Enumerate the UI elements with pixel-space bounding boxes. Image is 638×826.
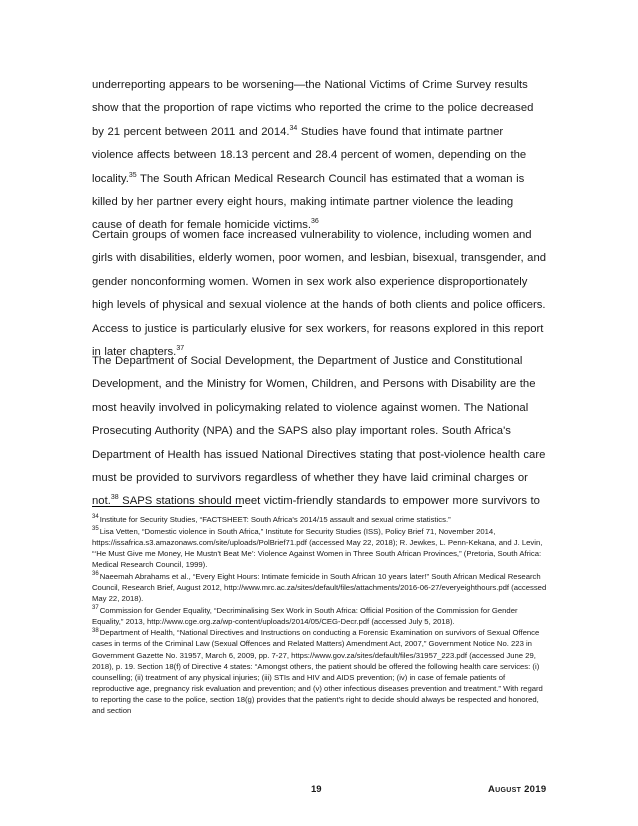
body-paragraph <box>92 74 546 238</box>
footnote-number: 37 <box>92 604 99 611</box>
footnote-text: Department of Health, “National Directives and Instructions on conducting a Forensic Examination on survivors of Sexual Offence cases in terms of the Criminal Law (Sexual Offences and Related Matters) Amendment Act, 2007,” Government Notice No. 223 in Government Gazette No. 31957, March 6, 2009, pp. 7-27, https://www.gov.za/sites/default/files/31957_223.pdf (accessed June 29, 2018), p. 19. Section 18(f) of Directive 4 states: “Amongst others, the patient should be offered the following health care services: (i) counselling; (ii) treatment of any physical injuries; (iii) STIs and HIV and AIDS prevention; (iv) in case of female patients of reproductive age, pregnancy risk evaluation and prevention; and (v) other infectious diseases prevention and treatment.” With regard to reporting the case to the police, section 18(g) provides that the patient's right to decide should always be respected and honored, and section <box>92 628 543 715</box>
paragraph-text: Studies have found that intimate partner violence affects between 18.13 percent and 28.4 percent of women, depending on the locality. <box>92 125 527 185</box>
footnote-text: Lisa Vetten, “Domestic violence in South Africa,” Institute for Security Studies (ISS), Policy Brief 71, November 2014, https://issafrica.s3.amazonaws.com/site/uploads/PolBrief71.pdf (accessed May 22, 2018); R. Jewkes, L. Penn-Kekana, and J. Levin, “‘He Must Give me Money, He Mustn't Beat Me’: Violence Against Women in Three South African Provinces,” (Pretoria, South Africa: Medical Research Council, 1999). <box>92 526 543 569</box>
footnote <box>92 526 548 570</box>
footnote-number: 35 <box>92 526 99 533</box>
footnotes <box>92 514 548 717</box>
footnote-ref[interactable]: 34 <box>289 125 298 133</box>
body-paragraph <box>92 350 546 514</box>
footnote <box>92 571 548 604</box>
footnote-text: Naeemah Abrahams et al., “Every Eight Hours: Intimate femicide in South African 10 years later!” South African Medical Research Council, Research Brief, August 2012, http://www.mrc.ac.za/sites/default/files/attachments/2016-06-27/everyeighthours.pdf (accessed May 22, 2018). <box>92 571 547 603</box>
body-paragraph <box>92 224 546 364</box>
paragraph-text: SAPS stations should meet victim-friendly standards to empower more survivors to <box>118 495 540 508</box>
footer-date: August 2019 <box>488 784 547 795</box>
paragraph-text: The South African Medical Research Council has estimated that a woman is killed by her partner every eight hours, making intimate partner violence the leading cause of death for female homicide victims. <box>92 172 525 232</box>
footnote-ref[interactable]: 38 <box>110 494 119 502</box>
footnote-number: 38 <box>92 627 99 634</box>
paragraph-text: The Department of Social Development, the Department of Justice and Constitutional Development, and the Ministry for Women, Children, and Persons with Disability are the most heavily involved in policymaking related to violence against women. The National Prosecuting Authority (NPA) and the SAPS also play important roles. South Africa's Department of Health has issued National Directives stating that post-violence health care must be provided to survivors regardless of whether they have laid criminal charges or not. <box>92 355 546 508</box>
footnote-number: 34 <box>92 514 99 521</box>
paragraph-text: Certain groups of women face increased vulnerability to violence, including women and girls with disabilities, elderly women, poor women, and lesbian, bisexual, transgender, and gender nonconforming women. Women in sex work also experience disproportionately high levels of physical and sexual violence at the hands of both clients and police officers. Access to justice is particularly elusive for sex workers, for reasons explored in this report in later chapters. <box>92 229 547 359</box>
footnote-divider <box>92 506 242 507</box>
footnote-number: 36 <box>92 571 99 578</box>
footnote <box>92 605 548 627</box>
footnote-text: Institute for Security Studies, “FACTSHEET: South Africa's 2014/15 assault and sexual crime statistics.” <box>99 515 451 524</box>
paragraph-text: underreporting appears to be worsening—the National Victims of Crime Survey results show that the proportion of rape victims who reported the crime to the police decreased by 21 percent between 2011 and 2014. <box>92 79 534 138</box>
footnote-ref[interactable]: 36 <box>311 218 319 226</box>
footnote-text: Commission for Gender Equality, “Decriminalising Sex Work in South Africa: Official Position of the Commission for Gender Equality,” 2013, http://www.cge.org.za/wp-content/uploads/2014/05/CEG-Decr.pdf (accessed July 5, 2018). <box>92 605 518 626</box>
footnote-ref[interactable]: 37 <box>176 345 185 353</box>
page-number: 19 <box>311 784 322 795</box>
footnote <box>92 627 548 716</box>
footnote <box>92 514 548 525</box>
footnote-ref[interactable]: 35 <box>128 171 137 179</box>
